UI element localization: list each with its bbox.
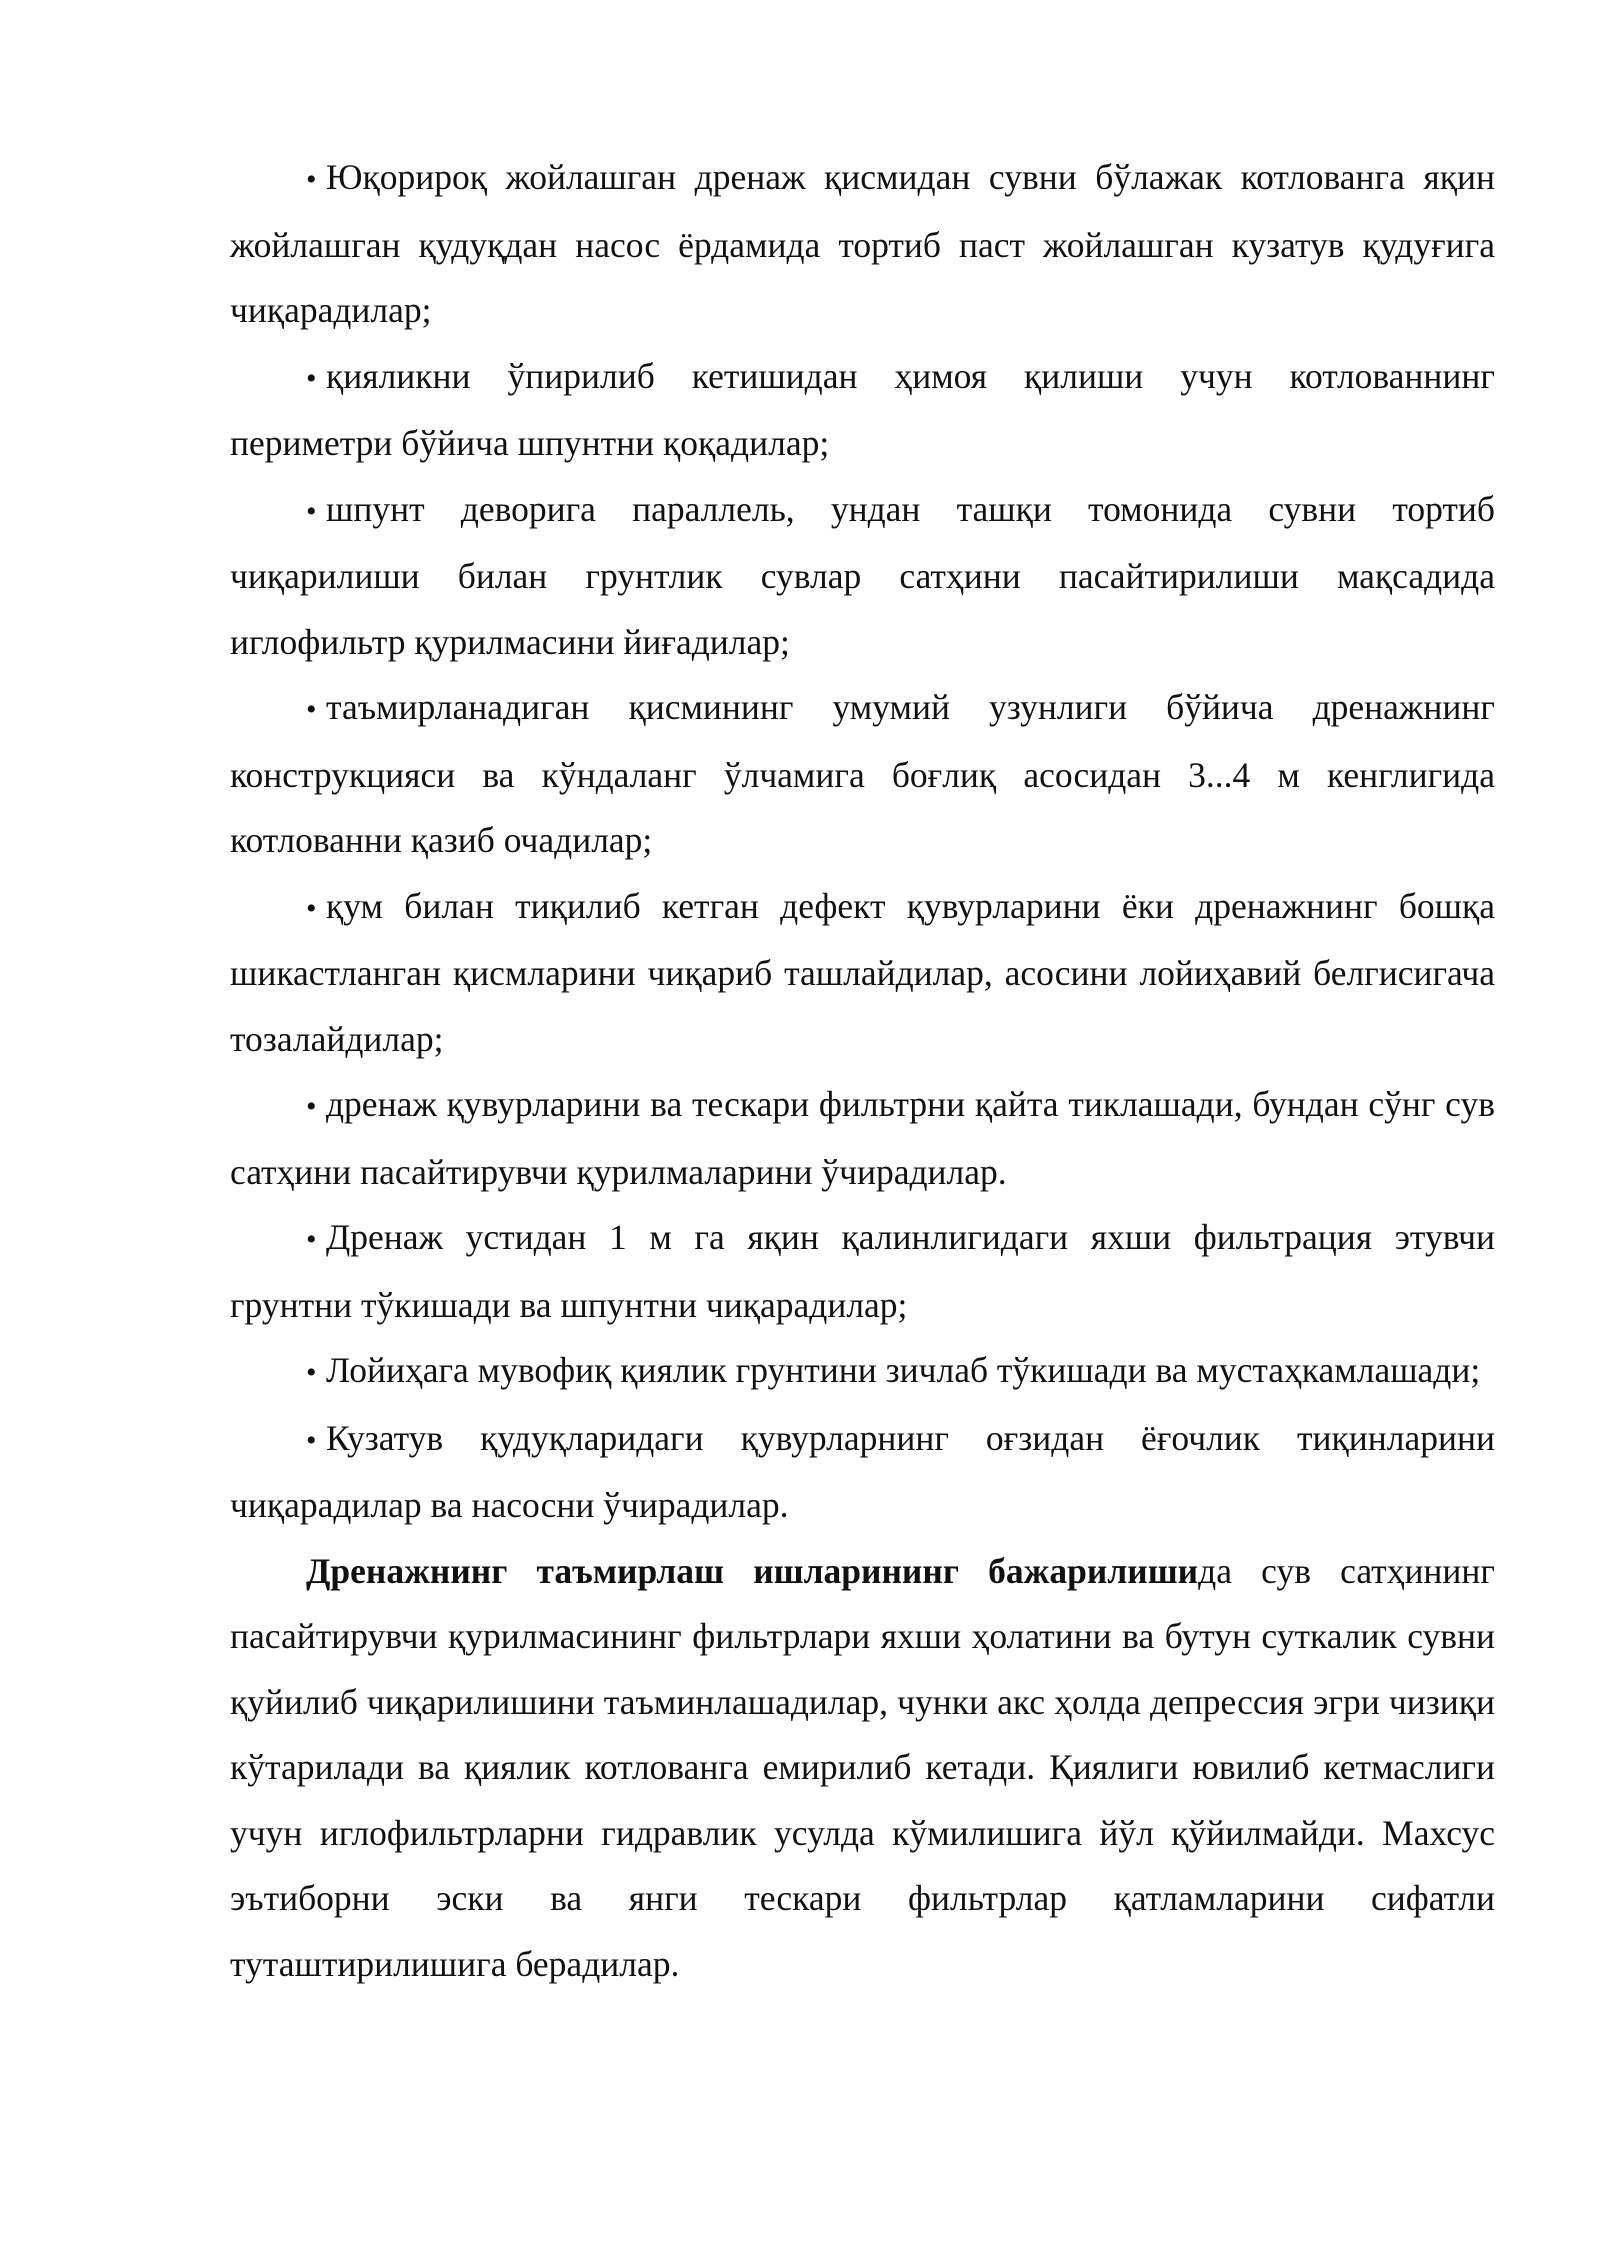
list-item-text: қияликни ўпирилиб кетишидан ҳимоя қилиши учун котлованнинг периметри бўйича шпунтни қоқадилар; — [230, 355, 1495, 463]
bullet-icon: • — [306, 1090, 317, 1123]
list-item — [230, 1205, 1495, 1338]
list-item-text: Дренаж устидан 1 м га яқин қалинлигидаги яхши фильтрация этувчи грунтни тўкишади ва шпунтни чиқарадилар; — [230, 1217, 1495, 1325]
list-item-text: Юқорироқ жойлашган дренаж қисмидан сувни бўлажак котлованга яқин жойлашган қудуқдан насос ёрдамида тортиб паст жойлашган кузатув қудуғига чиқарадилар; — [230, 157, 1495, 330]
list-item-text: шпунт деворига параллель, ундан ташқи томонида сувни тортиб чиқарилиши билан грунтлик сувлар сатҳини пасайтирилиши мақсадида иглофильтр қурилмасини йиғадилар; — [230, 488, 1495, 662]
list-item-text: қум билан тиқилиб кетган дефект қувурларини ёки дренажнинг бошқа шикастланган қисмларини чиқариб ташлайдилар, асосини лойиҳавий белгисигача тозалайдилар; — [230, 885, 1495, 1059]
list-item-text: таъмирланадиган қисмининг умумий узунлиги бўйича дренажнинг конструкцияси ва кўндаланг ўлчамига боғлиқ асосидан 3...4 м кенглигида котлованни қазиб очадилар; — [230, 687, 1495, 860]
bullet-icon: • — [306, 1423, 317, 1457]
list-item — [230, 1072, 1495, 1205]
list-item — [230, 1338, 1495, 1406]
list-item — [230, 874, 1495, 1073]
paragraph-body-text: да сув сатҳининг пасайтирувчи қурилмасининг фильтрлари яхши ҳолатини ва бутун суткалик сувни қуйилиб чиқарилишини таъминлашадилар, чунки акс ҳолда депрессия эгри чизиқи кўтарилади ва қиялик котлованга емирилиб кетади. Қиялиги ювилиб кетмаслиги учун иглофильтрларни гидравлик усулда кўмилишига йўл қўйилмайди. Махсус эътиборни эски ва янги тескари фильтрлар қатламларини сифатли туташтирилишига берадилар. — [230, 1550, 1495, 1984]
bullet-icon: • — [306, 891, 317, 925]
bullet-icon: • — [306, 361, 317, 395]
list-item — [230, 675, 1495, 874]
document-body — [230, 145, 1495, 1997]
bullet-icon: • — [306, 1223, 317, 1256]
list-item — [230, 145, 1495, 344]
bullet-icon: • — [306, 693, 317, 726]
list-item-text: Лойиҳага мувофиқ қиялик грунтини зичлаб тўкишади ва мустаҳкамлашади; — [326, 1350, 1481, 1390]
list-item — [230, 477, 1495, 676]
paragraph-lead-bold: Дренажнинг таъмирлаш ишларининг бажарилиши — [306, 1550, 1199, 1591]
bullet-icon: • — [306, 494, 317, 528]
bullet-icon: • — [306, 1356, 317, 1389]
bullet-icon: • — [306, 163, 317, 196]
final-paragraph — [230, 1539, 1495, 1998]
list-item — [230, 344, 1495, 477]
list-item-text: Кузатув қудуқларидаги қувурларнинг оғзидан ёғочлик тиқинларини чиқарадилар ва насосни ўчирадилар. — [230, 1417, 1495, 1525]
list-item — [230, 1406, 1495, 1539]
list-item-text: дренаж қувурларини ва тескари фильтрни қайта тиклашади, бундан сўнг сув сатҳини пасайтирувчи қурилмаларини ўчирадилар. — [230, 1084, 1495, 1192]
